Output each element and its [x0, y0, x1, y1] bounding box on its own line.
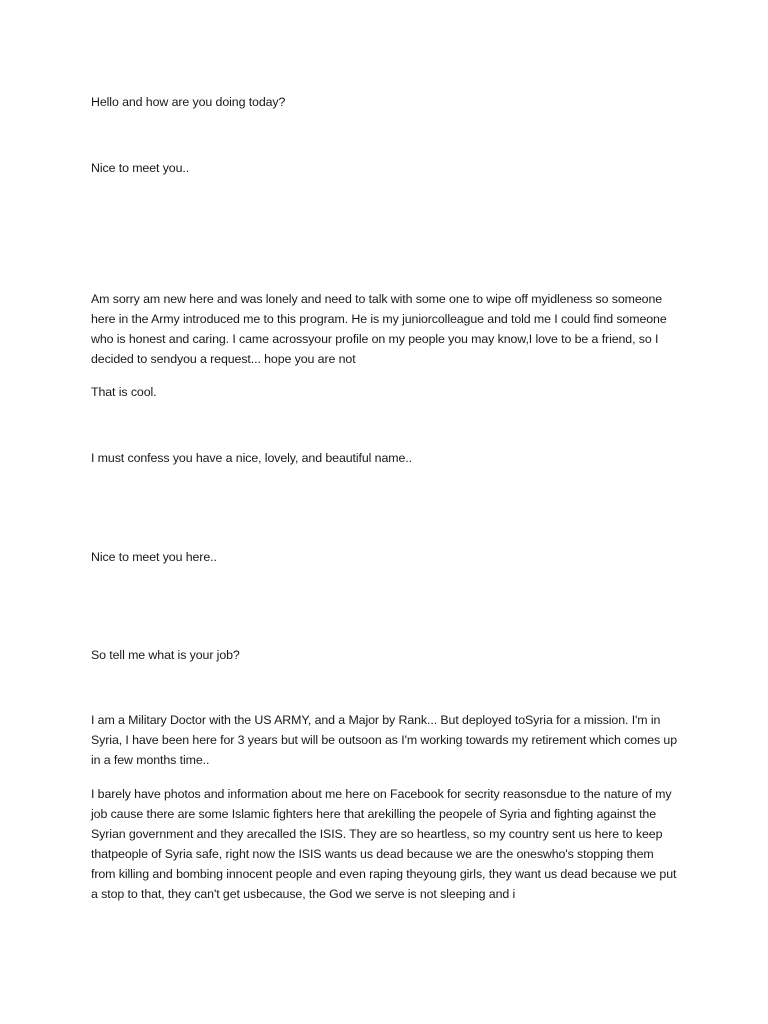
paragraph-security-reasons: I barely have photos and information about me here on Facebook for secrity reasonsdue to the nature of my job cause there are some Islamic fighters here that arekilling the peopele of Syria and fighting against the Syrian government and they arecalled the ISIS. They are so heartless, so my country sent us here to keep thatpeople of Syria safe, right now the ISIS wants us dead because we are the oneswho's stopping them from killing and bombing innocent people and even raping theyoung girls, they want us dead because we put a stop to that, they can't get usbecause, the God we serve is not sleeping and i	[91, 787, 677, 901]
paragraph-nice-to-meet: Nice to meet you..	[91, 161, 190, 175]
paragraph-that-is-cool: That is cool.	[91, 385, 157, 399]
paragraph-military-doctor: I am a Military Doctor with the US ARMY, and a Major by Rank... But deployed toSyria for a mission. I'm in Syria, I have been here for 3 years but will be outsoon as I'm working towards my retirement which comes up in a few months time..	[91, 713, 677, 767]
paragraph-job-question: So tell me what is your job?	[91, 648, 240, 662]
paragraph-name-compliment: I must confess you have a nice, lovely, and beautiful name..	[91, 451, 412, 465]
paragraph-greeting: Hello and how are you doing today?	[91, 95, 286, 109]
paragraph-nice-to-meet-here: Nice to meet you here..	[91, 550, 217, 564]
paragraph-introduction: Am sorry am new here and was lonely and need to talk with some one to wipe off myidleness so someone here in the Army introduced me to this program. He is my juniorcolleague and told me I could find someone who is honest and caring. I came acrossyour profile on my people you may know,I love to be a friend, so I decided to sendyou a request... hope you are not	[91, 292, 667, 366]
